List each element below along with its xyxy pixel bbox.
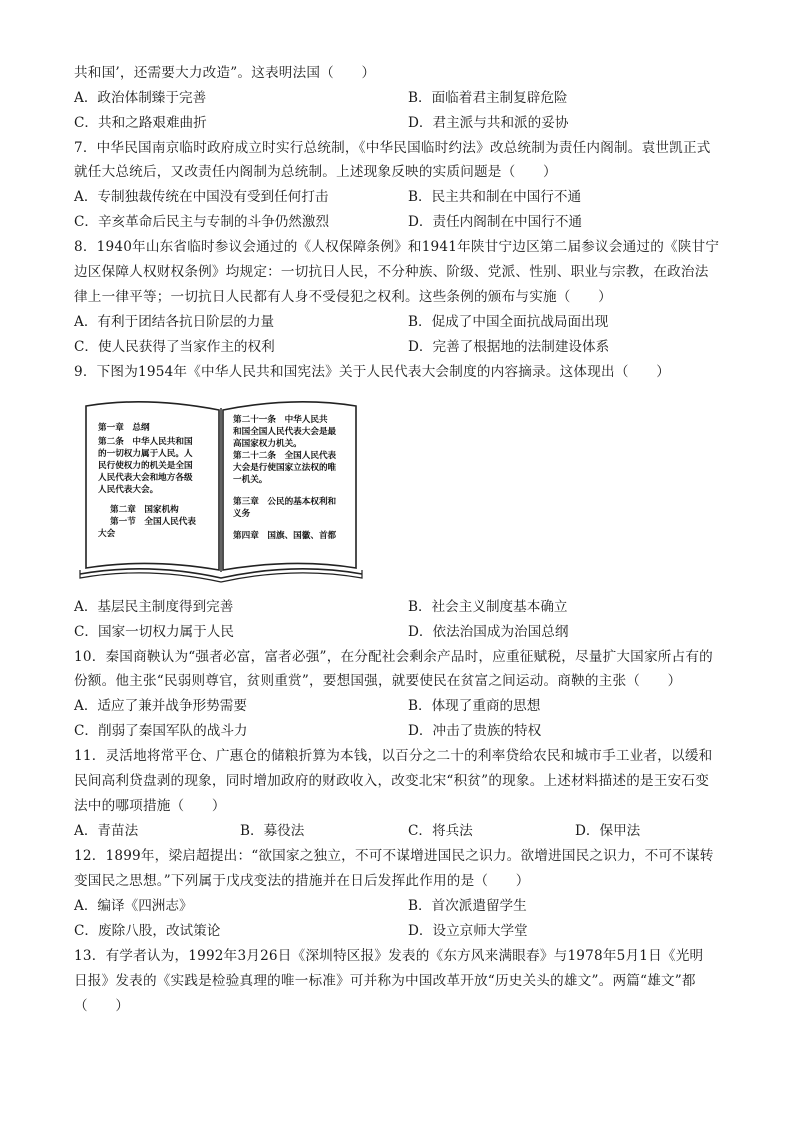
- book-right-line: 义务: [233, 509, 251, 519]
- question-8-stem: 律上一律平等；一切抗日人民都有人身不受侵犯之权利。这些条例的颁布与实施（ ）: [74, 289, 612, 305]
- option-9-b: B．社会主义制度基本确立: [408, 599, 568, 615]
- option-8-b: B．促成了中国全面抗战局面出现: [408, 314, 609, 330]
- option-10-d: D．冲击了贵族的特权: [408, 723, 542, 739]
- option-10-c: C．削弱了秦国军队的战斗力: [74, 723, 248, 739]
- question-11-stem: 法中的哪项措施（ ）: [74, 798, 226, 814]
- option-6-a: A．政治体制臻于完善: [74, 90, 207, 106]
- option-9-c: C．国家一切权力属于人民: [74, 624, 234, 640]
- question-9-stem: 9．下图为1954年《中华人民共和国宪法》关于人民代表大会制度的内容摘录。这体现出（ ）: [74, 364, 670, 380]
- option-6-c: C．共和之路艰难曲折: [74, 115, 207, 131]
- question-8-stem: 8．1940年山东省临时参议会通过的《人权保障条例》和1941年陕甘宁边区第二届参议会通过的《陕甘宁: [74, 239, 720, 255]
- option-10-b: B．体现了重商的思想: [408, 698, 541, 714]
- book-right-line: 大会是行使国家立法权的唯: [233, 463, 337, 473]
- option-7-a: A．专制独裁传统在中国没有受到任何打击: [74, 189, 329, 205]
- option-8-a: A．有利于团结各抗日阶层的力量: [74, 314, 275, 330]
- option-12-a: A．编译《四洲志》: [74, 898, 193, 914]
- book-right-line: 第四章 国旗、国徽、首都: [233, 531, 337, 541]
- question-10-stem: 份额。他主张“民弱则尊官，贫则重赏”，要想国强，就要使民在贫富之间运动。商鞅的主张（ ）: [74, 673, 682, 689]
- option-10-a: A．适应了兼并战争形势需要: [74, 698, 247, 714]
- book-right-line: 第二十二条 全国人民代表: [233, 451, 337, 461]
- option-8-d: D．完善了根据地的法制建设体系: [408, 339, 610, 355]
- option-7-d: D．责任内阁制在中国行不通: [408, 214, 583, 230]
- option-8-c: C．使人民获得了当家作主的权利: [74, 339, 275, 355]
- book-left-line: 的一切权力属于人民。人: [98, 449, 193, 459]
- constitution-book-figure: [76, 392, 366, 588]
- question-11-stem: 11．灵活地将常平仓、广惠仓的储粮折算为本钱，以百分之二十的利率贷给农民和城市手工业者，以缓和: [74, 748, 713, 764]
- option-9-d: D．依法治国成为治国总纲: [408, 624, 569, 640]
- option-6-d: D．君主派与共和派的妥协: [408, 115, 569, 131]
- question-8-stem: 边区保障人权财权条例》均规定：一切抗日人民，不分种族、阶级、党派、性别、职业与宗教，在政治法: [74, 264, 709, 280]
- option-7-b: B．民主共和制在中国行不通: [408, 189, 582, 205]
- book-right-line: 第二十一条 中华人民共: [233, 415, 328, 425]
- book-left-line: 大会: [98, 529, 116, 539]
- option-12-c: C．废除八股，改试策论: [74, 923, 221, 939]
- question-7-stem: 就任大总统后，又改责任内阁制为总统制。上述现象反映的实质问题是（ ）: [74, 164, 557, 180]
- book-left-line: 第一章 总纲: [98, 423, 150, 433]
- question-11-stem: 民间高利贷盘剥的现象，同时增加政府的财政收入，改变北宋“积贫”的现象。上述材料描述的是王安石变: [74, 773, 710, 789]
- question-13-stem: 13．有学者认为，1992年3月26日《深圳特区报》发表的《东方风来满眼春》与1978年5月1日《光明: [74, 948, 704, 964]
- option-7-c: C．辛亥革命后民主与专制的斗争仍然激烈: [74, 214, 330, 230]
- option-9-a: A．基层民主制度得到完善: [74, 599, 234, 615]
- book-right-line: 高国家权力机关。: [233, 439, 302, 449]
- option-11-a: A．青苗法: [74, 823, 139, 839]
- book-left-line: 第二章 国家机构: [110, 505, 179, 515]
- book-left-line: 第二条 中华人民共和国: [98, 437, 193, 447]
- question-12-stem: 12．1899年，梁启超提出：“欲国家之独立，不可不谋增进国民之识力。欲增进国民之识力，不可不谋转: [74, 848, 714, 864]
- option-11-c: C．将兵法: [408, 823, 473, 839]
- book-right-line: 第三章 公民的基本权利和: [233, 497, 337, 507]
- book-right-line: 和国全国人民代表大会是最: [233, 427, 337, 437]
- question-13-stem: 日报》发表的《实践是检验真理的唯一标准》可并称为中国改革开放“历史关头的雄文”。两篇“雄文”都: [74, 973, 696, 989]
- question-6-stem-end: 共和国’，还需要大力改造”。这表明法国（ ）: [74, 65, 376, 81]
- book-right-line: 一机关。: [233, 475, 268, 485]
- book-left-line: 人民代表大会。: [98, 485, 159, 495]
- question-12-stem: 变国民之思想。”下列属于戊戌变法的措施并在日后发挥此作用的是（ ）: [74, 873, 530, 889]
- book-left-page-text: [98, 421, 196, 539]
- book-left-line: 第一节 全国人民代表: [110, 517, 196, 527]
- option-11-b: B．募役法: [240, 823, 305, 839]
- option-12-b: B．首次派遣留学生: [408, 898, 527, 914]
- question-13-stem: （ ）: [74, 998, 130, 1014]
- book-left-line: 民行使权力的机关是全国: [98, 461, 193, 471]
- book-left-line: 人民代表大会和地方各级: [98, 473, 193, 483]
- option-6-b: B．面临着君主制复辟危险: [408, 90, 568, 106]
- option-11-d: D．保甲法: [575, 823, 641, 839]
- option-12-d: D．设立京师大学堂: [408, 923, 528, 939]
- question-7-stem: 7．中华民国南京临时政府成立时实行总统制，《中华民国临时约法》改总统制为责任内阁制。袁世凯正式: [74, 140, 711, 156]
- question-10-stem: 10．秦国商鞅认为“强者必富，富者必强”，在分配社会剩余产品时，应重征赋税，尽量扩大国家所占有的: [74, 649, 713, 665]
